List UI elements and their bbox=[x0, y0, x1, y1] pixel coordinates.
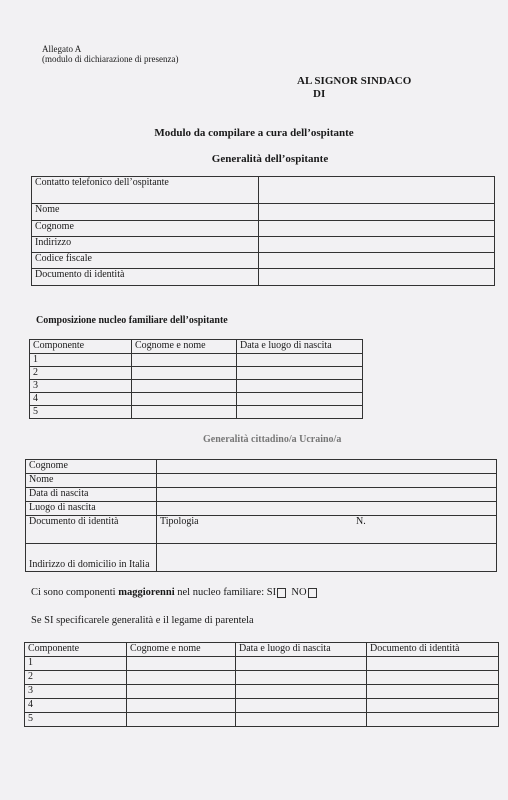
page-title: Modulo da compilare a cura dell’ospitante bbox=[154, 127, 354, 139]
table-cell[interactable] bbox=[237, 367, 363, 380]
table-row: 5 bbox=[30, 406, 132, 419]
host-row-value[interactable] bbox=[259, 177, 495, 204]
adults-header: Componente bbox=[25, 643, 127, 657]
citizen-row-label: Luogo di nascita bbox=[26, 502, 157, 516]
adults-question bbox=[31, 587, 317, 598]
host-row-label: Codice fiscale bbox=[32, 253, 259, 269]
family-header: Data e luogo di nascita bbox=[237, 340, 363, 354]
host-row-value[interactable] bbox=[259, 253, 495, 269]
table-cell[interactable] bbox=[236, 671, 367, 685]
citizen-row-value[interactable] bbox=[157, 488, 497, 502]
table-row: 2 bbox=[25, 671, 127, 685]
citizen-address-value[interactable] bbox=[157, 544, 497, 572]
family-header: Cognome e nome bbox=[132, 340, 237, 354]
host-row-label: Cognome bbox=[32, 221, 259, 237]
si-label: SI bbox=[266, 587, 277, 598]
specify-text: Se SI specificarele generalità e il legame di parentela bbox=[31, 615, 254, 626]
table-row: 4 bbox=[30, 393, 132, 406]
adults-table bbox=[24, 642, 499, 727]
sindaco-line: AL SIGNOR SINDACO bbox=[297, 75, 412, 87]
citizen-doc-label: Documento di identità bbox=[26, 516, 157, 544]
table-cell[interactable] bbox=[236, 657, 367, 671]
adults-header: Documento di identità bbox=[367, 643, 499, 657]
citizen-row-label: Data di nascita bbox=[26, 488, 157, 502]
table-row: 1 bbox=[30, 354, 132, 367]
no-label: NO bbox=[291, 587, 307, 598]
table-cell[interactable] bbox=[236, 713, 367, 727]
adults-pre: Ci sono componenti bbox=[31, 587, 116, 598]
table-cell[interactable] bbox=[367, 713, 499, 727]
allegato-label: Allegato A bbox=[42, 44, 82, 54]
citizen-address-label: Indirizzo di domicilio in Italia bbox=[26, 544, 157, 572]
citizen-row-label: Nome bbox=[26, 474, 157, 488]
table-row: 1 bbox=[25, 657, 127, 671]
citizen-doc-type[interactable]: Tipologia bbox=[157, 516, 354, 544]
host-row-label: Documento di identità bbox=[32, 269, 259, 286]
adults-header: Data e luogo di nascita bbox=[236, 643, 367, 657]
table-row: 5 bbox=[25, 713, 127, 727]
table-cell[interactable] bbox=[367, 685, 499, 699]
table-cell[interactable] bbox=[237, 354, 363, 367]
citizen-row-value[interactable] bbox=[157, 474, 497, 488]
table-row: 2 bbox=[30, 367, 132, 380]
table-cell[interactable] bbox=[127, 685, 236, 699]
table-cell[interactable] bbox=[367, 657, 499, 671]
family-header: Componente bbox=[30, 340, 132, 354]
table-row: 4 bbox=[25, 699, 127, 713]
table-cell[interactable] bbox=[237, 380, 363, 393]
adults-header: Cognome e nome bbox=[127, 643, 236, 657]
citizen-row-label: Cognome bbox=[26, 460, 157, 474]
host-row-label: Nome bbox=[32, 204, 259, 221]
host-row-value[interactable] bbox=[259, 221, 495, 237]
si-checkbox[interactable] bbox=[277, 588, 286, 598]
table-cell[interactable] bbox=[132, 367, 237, 380]
host-table bbox=[31, 176, 495, 286]
ukrainian-table bbox=[25, 459, 497, 572]
table-cell[interactable] bbox=[367, 699, 499, 713]
table-cell[interactable] bbox=[127, 699, 236, 713]
table-cell[interactable] bbox=[127, 657, 236, 671]
ukrainian-title: Generalità cittadino/a Ucraino/a bbox=[203, 434, 342, 445]
modulo-subtitle: (modulo di dichiarazione di presenza) bbox=[42, 54, 179, 64]
citizen-row-value[interactable] bbox=[157, 460, 497, 474]
table-cell[interactable] bbox=[132, 406, 237, 419]
table-cell[interactable] bbox=[132, 380, 237, 393]
table-cell[interactable] bbox=[127, 713, 236, 727]
table-cell[interactable] bbox=[237, 393, 363, 406]
citizen-row-value[interactable] bbox=[157, 502, 497, 516]
host-title: Generalità dell’ospitante bbox=[211, 153, 329, 165]
adults-bold: maggiorenni bbox=[118, 587, 175, 598]
sindaco-di: DI bbox=[313, 88, 326, 100]
family-table bbox=[29, 339, 363, 419]
host-row-label: Contatto telefonico dell’ospitante bbox=[32, 177, 259, 204]
table-cell[interactable] bbox=[237, 406, 363, 419]
citizen-doc-number[interactable]: N. bbox=[353, 516, 497, 544]
adults-post: nel nucleo familiare: bbox=[177, 587, 265, 598]
table-cell[interactable] bbox=[132, 393, 237, 406]
table-cell[interactable] bbox=[132, 354, 237, 367]
no-checkbox[interactable] bbox=[308, 588, 317, 598]
table-cell[interactable] bbox=[367, 671, 499, 685]
table-row: 3 bbox=[30, 380, 132, 393]
host-row-value[interactable] bbox=[259, 269, 495, 286]
table-cell[interactable] bbox=[236, 685, 367, 699]
family-title: Composizione nucleo familiare dell’ospitante bbox=[36, 315, 228, 326]
table-cell[interactable] bbox=[127, 671, 236, 685]
host-row-label: Indirizzo bbox=[32, 237, 259, 253]
table-row: 3 bbox=[25, 685, 127, 699]
table-cell[interactable] bbox=[236, 699, 367, 713]
host-row-value[interactable] bbox=[259, 237, 495, 253]
host-row-value[interactable] bbox=[259, 204, 495, 221]
